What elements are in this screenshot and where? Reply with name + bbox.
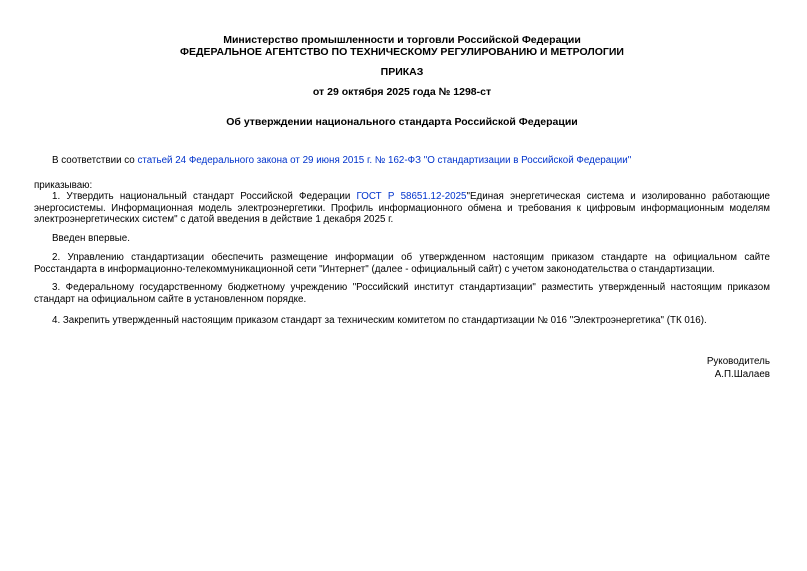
- doc-date-number: от 29 октября 2025 года № 1298-ст: [312, 86, 492, 98]
- federal-law-link[interactable]: статьей 24 Федерального закона от 29 июня 2015 г. № 162-ФЗ "О стандартизации в Российской Федерации": [137, 155, 632, 166]
- signature-position: Руководитель: [706, 355, 770, 367]
- signature-name: А.П.Шалаев: [714, 368, 770, 380]
- order-item-4: 4. Закрепить утвержденный настоящим приказом стандарт за техническим комитетом по стандартизации № 016 "Электроэнергетика" (ТК 016).: [52, 315, 707, 326]
- item-1-note: Введен впервые.: [52, 232, 130, 244]
- signature-block: [34, 355, 770, 381]
- doc-title: Об утверждении национального стандарта Российской Федерации: [226, 116, 578, 128]
- item-1-suffix-text: "Единая энергетическая система и изолированно работающие энергосистемы. Информационная модель электроэнергетики. Профиль информационного обмена и требования к цифровым информационным моделям электроэнергетических систем" с датой введения в действие 1 декабря 2025 г.: [34, 191, 770, 225]
- order-item-1: [34, 191, 770, 226]
- order-word: приказываю:: [34, 179, 93, 191]
- intro-text: В соответствии со: [52, 155, 138, 166]
- agency-line: ФЕДЕРАЛЬНОЕ АГЕНТСТВО ПО ТЕХНИЧЕСКОМУ РЕГУЛИРОВАНИЮ И МЕТРОЛОГИИ: [180, 46, 624, 58]
- order-item-3: 3. Федеральному государственному бюджетному учреждению "Российский институт стандартизации" разместить утвержденный настоящим приказом стандарт на официальном сайте в установленном порядке.: [34, 282, 770, 305]
- doc-type-heading: ПРИКАЗ: [380, 66, 424, 78]
- intro-paragraph: [34, 155, 770, 167]
- ministry-line: Министерство промышленности и торговли Российской Федерации: [223, 34, 581, 46]
- order-item-2: 2. Управлению стандартизации обеспечить размещение информации об утвержденном настоящим приказом стандарте на официальном сайте Росстандарта в информационно-телекоммуникационной сети "Интернет" (далее - официальный сайт) с учетом законодательства о стандартизации.: [34, 252, 770, 275]
- item-1-prefix-text: 1. Утвердить национальный стандарт Российской Федерации: [52, 191, 357, 202]
- gost-standard-link[interactable]: ГОСТ Р 58651.12-2025: [356, 191, 467, 202]
